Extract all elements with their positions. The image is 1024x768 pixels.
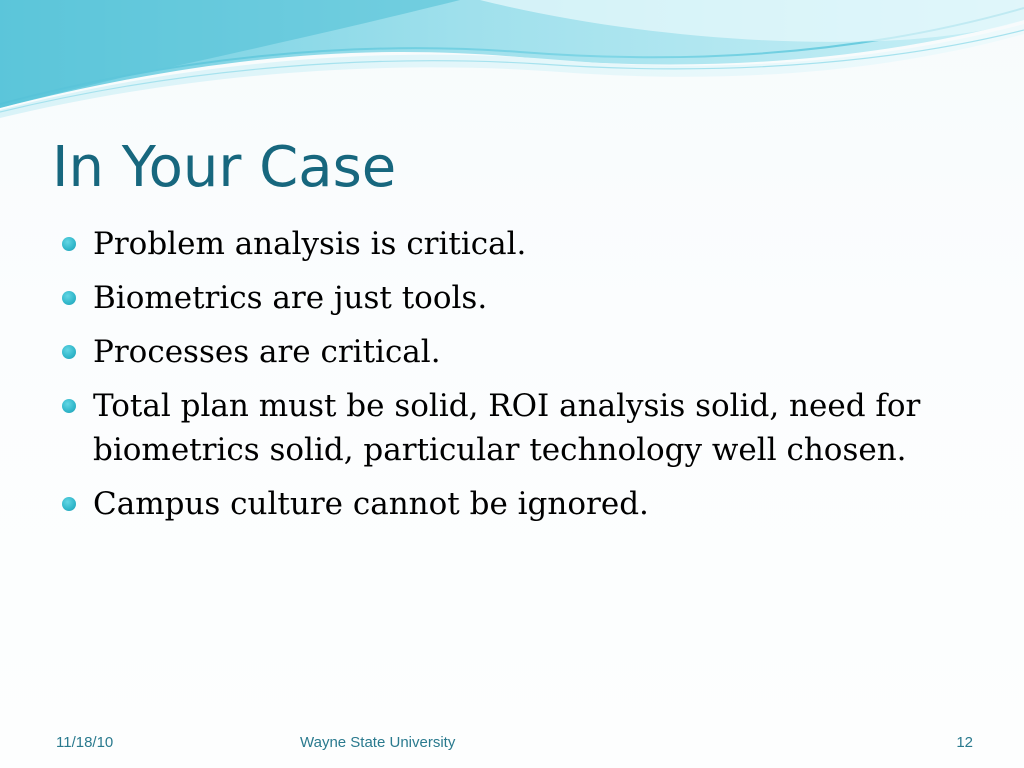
bullet-dot-icon	[62, 237, 76, 251]
bullet-dot-icon	[62, 399, 76, 413]
bullet-item	[62, 276, 962, 320]
bullet-item	[62, 330, 962, 374]
footer-date: 11/18/10	[56, 734, 114, 751]
bullet-text: Problem analysis is critical.	[93, 226, 527, 262]
bullet-text: Total plan must be solid, ROI analysis solid, need for biometrics solid, particular technology well chosen.	[93, 388, 921, 468]
slide-title: In Your Case	[52, 135, 397, 200]
footer-organization: Wayne State University	[300, 734, 456, 751]
bullet-dot-icon	[62, 345, 76, 359]
bullet-item	[62, 482, 962, 526]
bullet-dot-icon	[62, 497, 76, 511]
bullet-text: Campus culture cannot be ignored.	[93, 486, 649, 522]
bullet-text: Biometrics are just tools.	[93, 280, 488, 316]
bullet-text: Processes are critical.	[93, 334, 441, 370]
header-wave-decoration	[0, 0, 1024, 130]
bullet-list	[62, 222, 962, 536]
bullet-item	[62, 222, 962, 266]
bullet-item	[62, 384, 962, 472]
bullet-dot-icon	[62, 291, 76, 305]
footer-page-number: 12	[956, 734, 973, 751]
